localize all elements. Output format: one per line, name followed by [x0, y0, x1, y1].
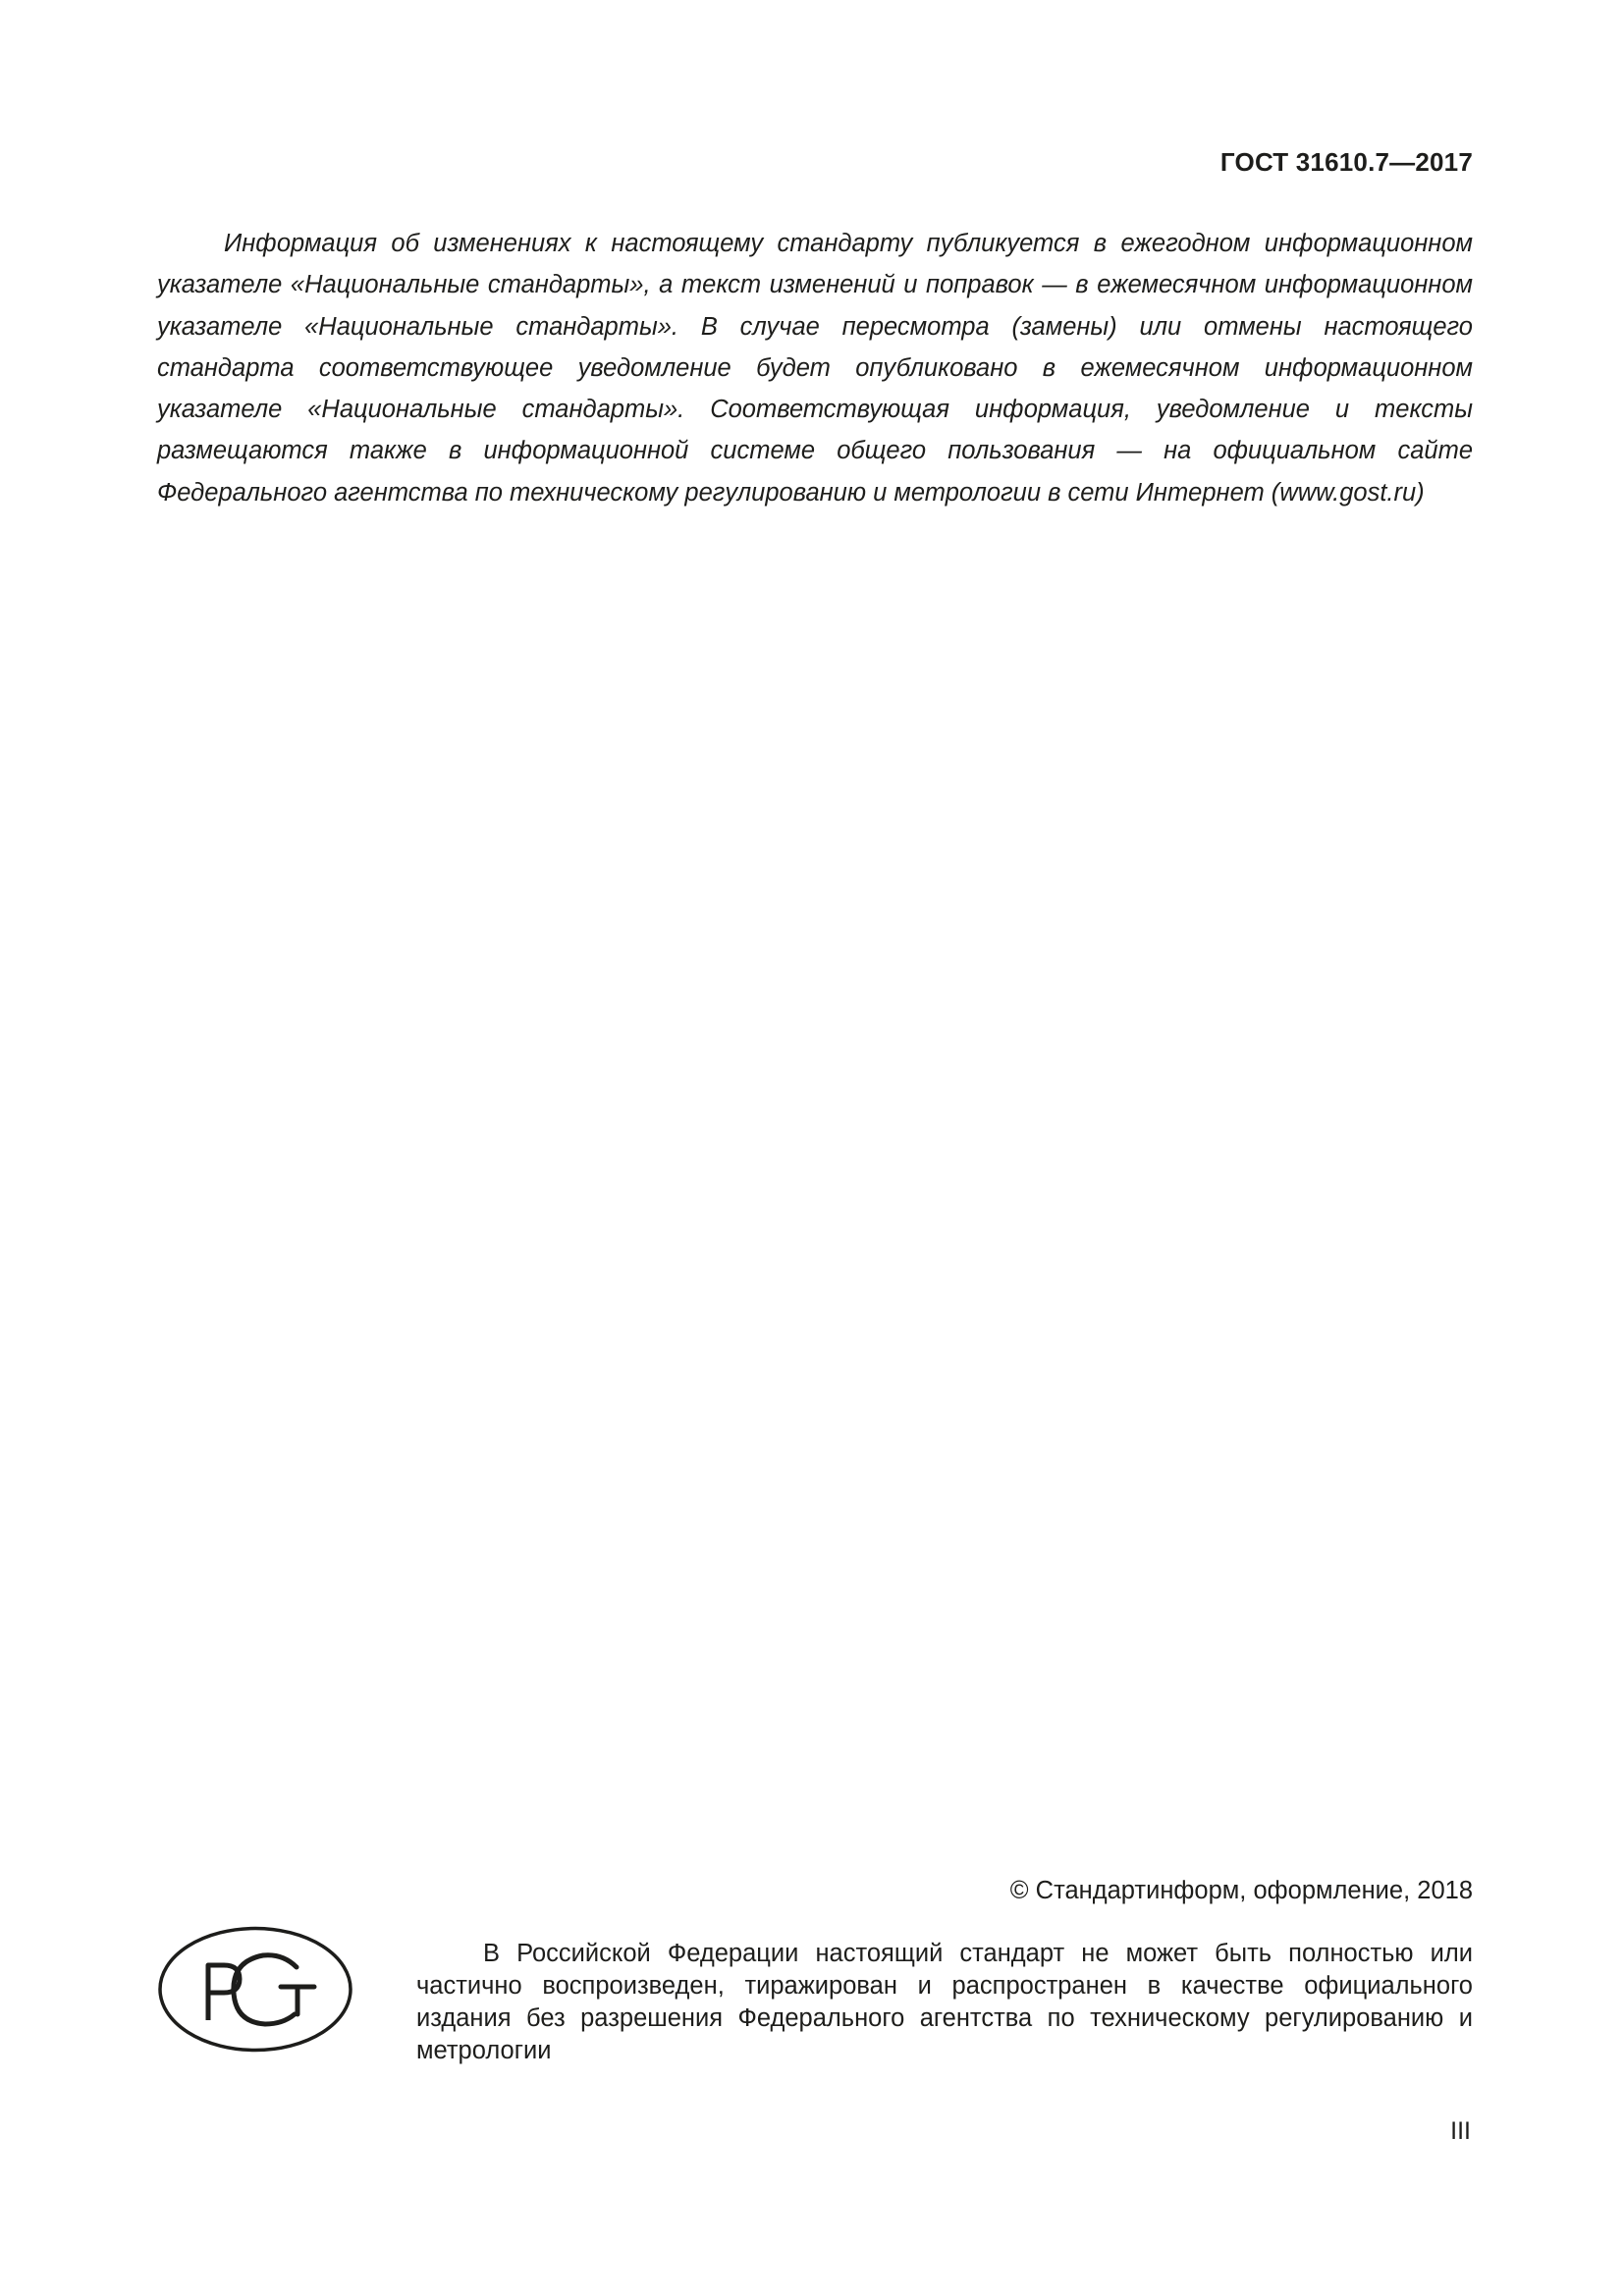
rst-logo-icon — [157, 1924, 353, 2055]
info-paragraph: Информация об изменениях к настоящему стандарту публикуется в ежегодном информационном указателе «Национальные стандарты», а текст изменений и поправок — в ежемесячном информационном указателе «Национальные стандарты». В случае пересмотра (замены) или отмены настоящего стандарта соответствующее уведомление будет опубликовано в ежемесячном информационном указателе «Национальные стандарты». Соответствующая информация, уведомление и тексты размещаются также в информационной системе общего пользования — на официальном сайте Федерального агентства по техническому регулированию и метрологии в сети Интернет (www.gost.ru) — [157, 230, 1473, 507]
page-number: III — [1450, 2117, 1471, 2145]
rights-notice: В Российской Федерации настоящий стандарт не может быть полностью или частично воспроизведен, тиражирован и распространен в качестве официального издания без разрешения Федерального агентства по техническому регулированию и метрологии — [416, 1940, 1473, 2064]
copyright-line: © Стандартинформ, оформление, 2018 — [1009, 1877, 1473, 1904]
document-id-header: ГОСТ 31610.7—2017 — [1219, 147, 1473, 177]
